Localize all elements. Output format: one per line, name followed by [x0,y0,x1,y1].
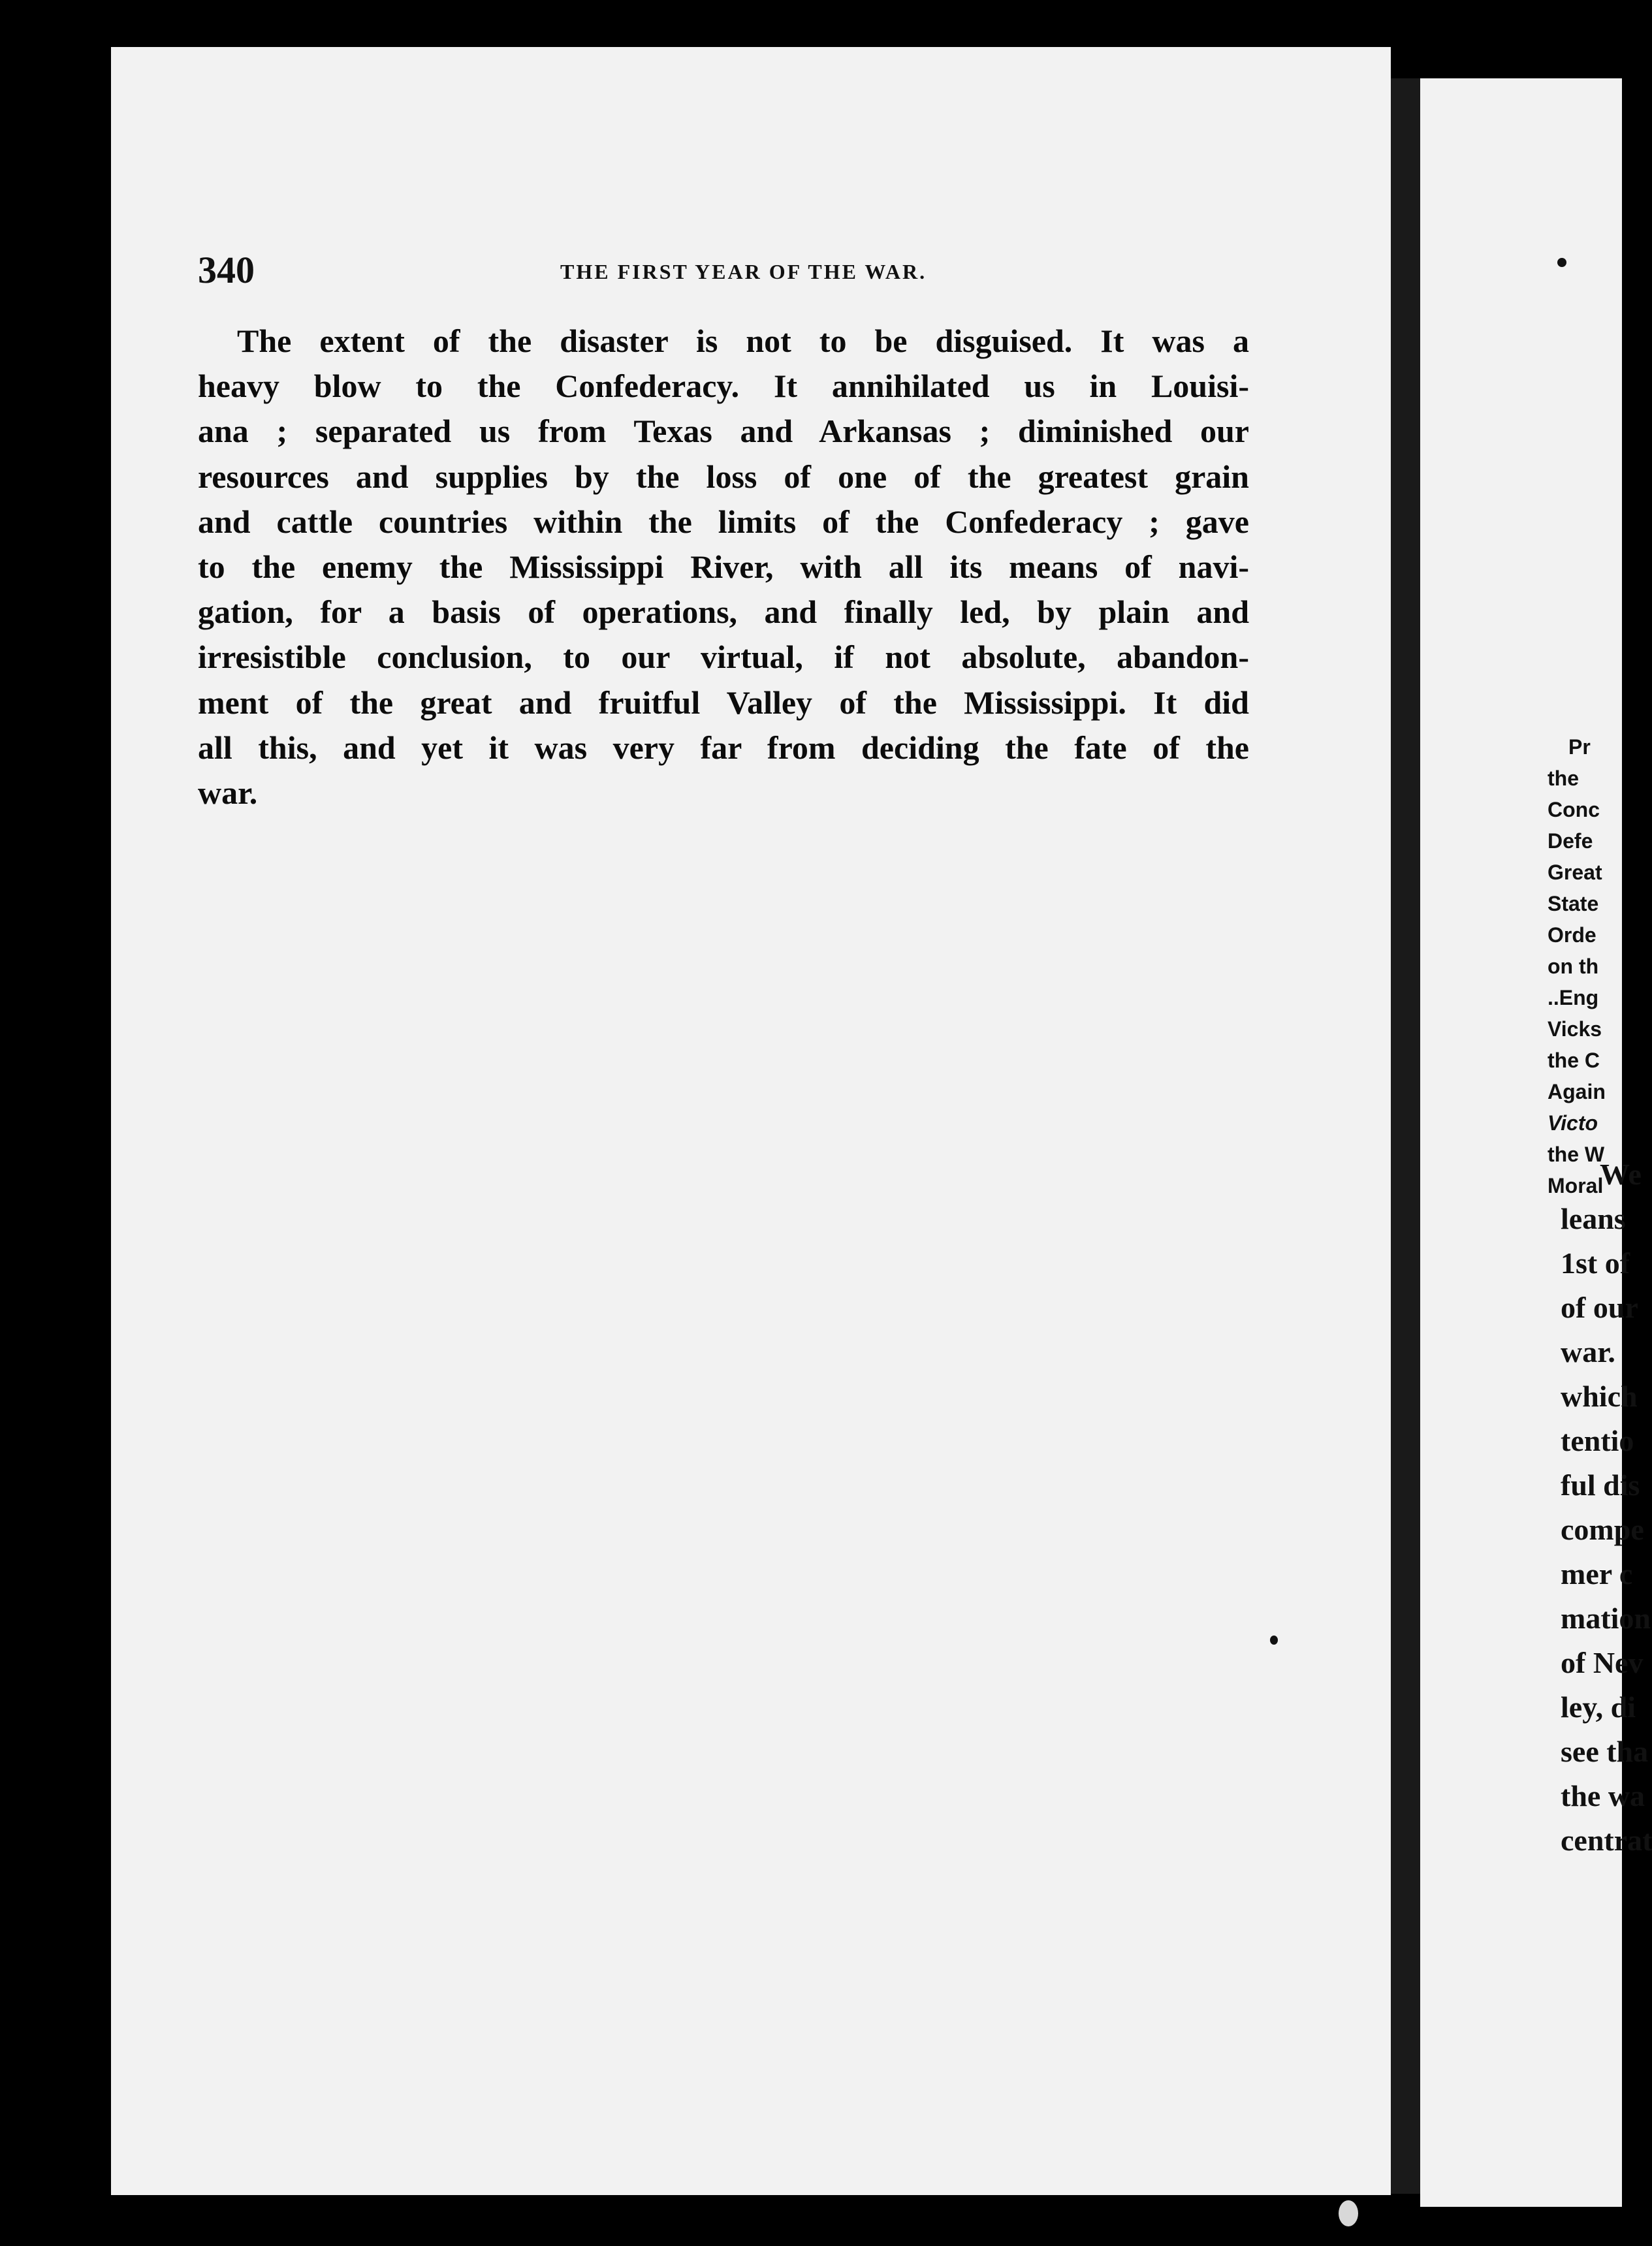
text-line: heavy blow to the Confederacy. It annihilated us in Louisi- [198,368,1249,405]
sidenote-line: Conc [1548,798,1600,821]
text-line: gation, for a basis of operations, and finally led, by plain and [198,593,1249,631]
sidenote-line: Defe [1548,829,1593,853]
text-line: and cattle countries within the limits of the Confederacy ; gave [198,503,1249,540]
adjacent-line: We [1600,1158,1642,1191]
sidenote-line: the C [1548,1049,1600,1072]
adjacent-line: centrat [1561,1824,1652,1857]
adjacent-line: ful dis [1561,1468,1640,1502]
text-line: all this, and yet it was very far from deciding the fate of the [198,729,1249,766]
sidenote-line: Pr [1568,735,1591,759]
sidenote-line: Great [1548,861,1602,884]
scan-speck [1270,1636,1278,1645]
adjacent-line: which [1561,1380,1638,1413]
adjacent-line: see tha [1561,1735,1649,1768]
adjacent-line: compe [1561,1513,1644,1546]
text-line: resources and supplies by the loss of one of the greatest grain [198,458,1249,495]
sidenote-line: Again [1548,1080,1606,1103]
adjacent-page-text [1561,1152,1652,1863]
adjacent-line: of our [1561,1291,1638,1324]
sidenote-line: State [1548,892,1599,915]
book-spine [1391,78,1420,2194]
sidenote-line: Vicks [1548,1017,1602,1041]
page-number: 340 [198,249,255,291]
running-head [198,248,1230,300]
adjacent-line: of Nev [1561,1646,1644,1679]
sidenote-line: Orde [1548,923,1596,947]
adjacent-line: 1st of [1561,1246,1630,1280]
adjacent-line: ley, di [1561,1690,1636,1724]
text-line: irresistible conclusion, to our virtual, if not absolute, abandon- [198,639,1249,676]
sidenote-line: on th [1548,955,1599,978]
adjacent-line: leans [1561,1202,1626,1235]
adjacent-line: mation [1561,1602,1651,1635]
adjacent-line: the wa [1561,1779,1645,1812]
running-title: THE FIRST YEAR OF THE WAR. [560,260,927,283]
adjacent-page [1420,78,1622,2207]
adjacent-sidenote [1548,731,1606,1201]
adjacent-line: mer c [1561,1557,1633,1590]
text-line: to the enemy the Mississippi River, with all its means of navi- [198,548,1249,585]
sidenote-line: Moral [1548,1174,1604,1197]
main-paragraph [198,319,1249,815]
sidenote-line: the W [1548,1143,1605,1166]
adjacent-line: war. [1561,1335,1615,1368]
text-line: war. [198,774,258,811]
sidenote-line: Victo [1548,1111,1598,1135]
scan-speck [1339,2200,1358,2226]
text-line: ment of the great and fruitful Valley of the Mississippi. It did [198,684,1249,721]
text-line: ana ; separated us from Texas and Arkansas ; diminished our [198,413,1249,450]
text-line: The extent of the disaster is not to be disguised. It was a [237,323,1249,359]
sidenote-line: ..Eng [1548,986,1599,1009]
adjacent-line: tentio [1561,1424,1634,1457]
scan-speck [1557,258,1566,267]
sidenote-line: the [1548,767,1579,790]
